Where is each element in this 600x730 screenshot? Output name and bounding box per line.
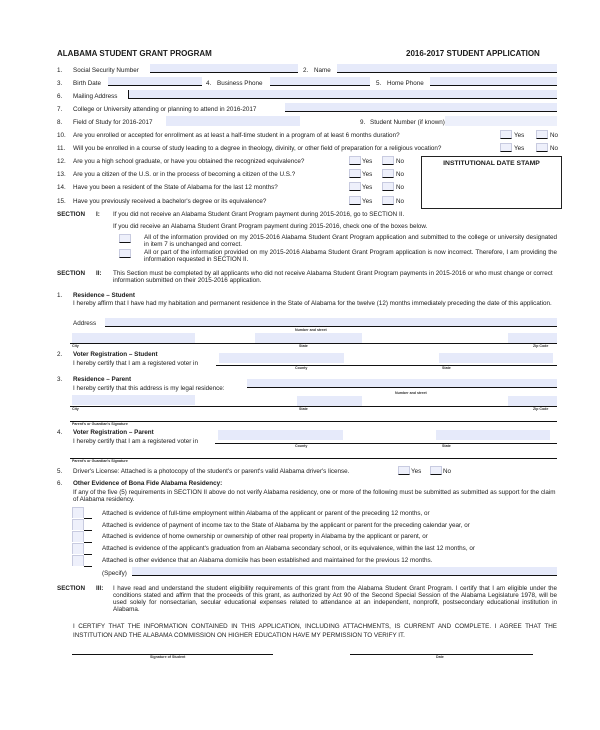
other-evidence-text: If any of the five (5) requirements in SECTION II above do not verify Alabama residency, one or more of the following must be submitted as submitted as support for the claim of Alabama residency.	[73, 489, 556, 503]
item-number: 3.	[57, 376, 63, 383]
item-number: 10.	[57, 132, 66, 139]
college-label: College or University attending or planning to attend in 2016-2017	[73, 106, 257, 113]
ssn-field[interactable]	[150, 64, 298, 73]
evidence-option: Attached is other evidence that an Alabama domicile has been established and maintained for the previous 12 months.	[102, 557, 433, 564]
yes-label: Yes	[362, 158, 373, 165]
question-12: Are you a high school graduate, or have you obtained the recognized equivalence?	[73, 158, 305, 165]
evidence-option: Attached is evidence of home ownership or ownership of other real property in Alabama by the applicant or parent, or	[102, 533, 428, 540]
student-number-field[interactable]	[445, 116, 557, 126]
field-of-study-field[interactable]	[166, 116, 300, 126]
evidence-checkbox[interactable]	[72, 519, 84, 530]
item-number: 7.	[57, 106, 63, 113]
section1-option2-text: All or part of the information provided on my 2015-2016 Alabama Student Grant Program application is now incorrect. Therefore, I am providing the information requested in SECTION II.	[144, 249, 557, 263]
yes-label: Yes	[362, 184, 373, 191]
date-caption: Date	[436, 655, 444, 659]
state-caption: State	[442, 444, 451, 448]
section-label: SECTION	[57, 585, 85, 592]
voter-parent-text: I hereby certify that I am a registered voter in	[73, 438, 198, 445]
evidence-option: Attached is evidence of the applicant's graduation from an Alabama secondary school, or its equivalence, within the last 12 months, or	[102, 545, 475, 552]
residence-parent-text: I hereby certify that this address is my legal residence:	[73, 385, 225, 392]
drivers-license-text: Driver's License: Attached is a photocopy of the student's or parent's valid Alabama driver's license.	[73, 468, 350, 475]
section1-text: If you did not receive an Alabama Student Grant Program payment during 2015-2016, go to SECTION II.	[113, 211, 405, 218]
stamp-title: INSTITUTIONAL DATE STAMP	[443, 160, 540, 167]
voter-parent-title: Voter Registration – Parent	[73, 429, 154, 436]
parent-signature-caption: Parent's or Guardian's Signature	[72, 422, 128, 426]
item-number: 15.	[57, 198, 66, 205]
item-number: 2.	[303, 67, 309, 74]
evidence-checkbox[interactable]	[72, 555, 84, 566]
item-number: 4.	[57, 429, 63, 436]
residence-student-title: Residence – Student	[73, 292, 135, 299]
section2-text: This Section must be completed by all applicants who did not receive Alabama Student Grant Program payments in 2015-2016 or who must change or correct information submitted on their 2015-2016 application.	[113, 270, 553, 284]
section3-text: I have read and understand the student eligibility requirements of this grant from the Alabama Student Grant Program. I certify that I am eligible under the conditions stated and affirm that the proceeds of this grant, as authorized by Act 90 of the Second Special Session of the Alabama Legislature 1978, will be used solely for nonsectarian, secular educational expenses related to attendance at an independent, nonprofit, postsecondary educational institution in Alabama.	[113, 585, 557, 613]
residence-parent-title: Residence – Parent	[73, 376, 132, 383]
drivers-license-no-checkbox[interactable]	[430, 466, 442, 475]
student-address-field[interactable]	[105, 318, 557, 327]
ssn-label: Social Security Number	[73, 67, 139, 74]
field-of-study-label: Field of Study for 2016-2017	[73, 119, 153, 126]
mailing-address-label: Mailing Address	[73, 93, 118, 100]
q11-no-checkbox[interactable]	[536, 143, 548, 152]
question-15: Have you previously received a bachelor's degree or its equivalence?	[73, 198, 267, 205]
student-city-field[interactable]	[72, 333, 195, 343]
divider	[70, 406, 557, 407]
item-number: 3.	[57, 80, 63, 87]
student-signature-caption: Signature of Student	[150, 655, 186, 659]
parent-signature-line[interactable]	[70, 421, 557, 422]
question-11: Will you be enrolled in a course of study leading to a degree in theology, divinity, or other field of preparation for a religious vocation?	[73, 145, 442, 152]
county-caption: County	[295, 366, 308, 370]
question-14: Have you been a resident of the State of Alabama for the last 12 months?	[73, 184, 278, 191]
q13-no-checkbox[interactable]	[382, 169, 394, 178]
q14-yes-checkbox[interactable]	[349, 182, 361, 191]
divider	[215, 443, 557, 444]
item-number: 2.	[57, 351, 63, 358]
residence-student-text: I hereby affirm that I have had my habitation and permanent residence in the State of Alabama for the twelve (12) months immediately preceding the date of this application.	[73, 300, 552, 307]
divider	[70, 343, 557, 344]
item-number: 1.	[57, 292, 63, 299]
home-phone-label: Home Phone	[387, 80, 424, 87]
parent-address-field[interactable]	[247, 379, 557, 388]
no-label: No	[550, 132, 559, 139]
parent-city-field[interactable]	[72, 395, 195, 405]
name-label: Name	[314, 67, 331, 74]
parent-county-field[interactable]	[218, 430, 343, 440]
state-caption: State	[442, 366, 451, 370]
evidence-option: Attached is evidence of payment of income tax to the State of Alabama by the applicant or parent for the preceding calendar year, or	[102, 522, 470, 529]
zip-caption: Zip Code	[533, 344, 549, 348]
business-phone-label: Business Phone	[217, 80, 263, 87]
yes-label: Yes	[514, 145, 525, 152]
address-label: Address	[73, 320, 97, 327]
no-label: No	[396, 158, 405, 165]
parent-voter-state-field[interactable]	[436, 430, 550, 440]
question-13: Are you a citizen of the U.S. or in the process of becoming a citizen of the U.S.?	[73, 171, 296, 178]
section1-option1-text: All of the information provided on my 2015-2016 Alabama Student Grant Program application and submitted to the college or university designated in item 7 is unchanged and correct.	[144, 234, 557, 248]
section1-text: If you did receive an Alabama Student Grant Program payment during 2015-2016, check one of the boxes below.	[113, 223, 428, 230]
section-label: SECTION	[57, 270, 85, 277]
no-label: No	[396, 198, 405, 205]
number-street-caption: Number and street	[395, 391, 427, 395]
question-10: Are you enrolled or accepted for enrollment as at least a half-time student in a program of at least 6 months duration?	[73, 132, 400, 139]
no-label: No	[396, 171, 405, 178]
section-number: III:	[96, 585, 104, 592]
divider	[216, 365, 557, 366]
birth-date-field[interactable]	[108, 77, 202, 86]
section-number: II:	[96, 270, 102, 277]
evidence-option: Attached is evidence of full-time employment within Alabama of the applicant or parent of the preceding 12 months, or	[102, 510, 430, 517]
birth-date-label: Birth Date	[73, 80, 101, 87]
application-title: 2016-2017 STUDENT APPLICATION	[406, 49, 540, 58]
yes-label: Yes	[514, 132, 525, 139]
item-number: 12.	[57, 158, 66, 165]
drivers-license-yes-checkbox[interactable]	[398, 466, 410, 475]
zip-caption: Zip Code	[533, 407, 549, 411]
item-number: 11.	[57, 145, 66, 152]
evidence-checkbox[interactable]	[72, 507, 84, 518]
section-label: SECTION	[57, 211, 85, 218]
yes-label: Yes	[362, 171, 373, 178]
no-label: No	[550, 145, 559, 152]
student-county-field[interactable]	[219, 353, 344, 363]
student-state-field[interactable]	[255, 333, 362, 343]
q12-yes-checkbox[interactable]	[349, 156, 361, 165]
evidence-checkbox[interactable]	[72, 531, 84, 542]
q13-yes-checkbox[interactable]	[349, 169, 361, 178]
college-field[interactable]	[285, 103, 557, 112]
certification-text: I CERTIFY THAT THE INFORMATION CONTAINED IN THIS APPLICATION, INCLUDING ATTACHMENTS, IS CURRENT AND COMPLETE. I AGREE THAT THE INSTITUTION AND THE ALABAMA COMMISSION ON HIGHER EDUCATION HAVE MY PERMISSION TO VERIFY IT.	[73, 623, 557, 639]
student-zip-field[interactable]	[508, 333, 557, 343]
name-field[interactable]	[337, 64, 557, 73]
q11-yes-checkbox[interactable]	[500, 143, 512, 152]
q15-yes-checkbox[interactable]	[349, 196, 361, 205]
state-caption: State	[299, 344, 308, 348]
business-phone-field[interactable]	[270, 77, 370, 86]
program-title: ALABAMA STUDENT GRANT PROGRAM	[57, 49, 212, 58]
item-number: 1.	[57, 67, 63, 74]
q10-yes-checkbox[interactable]	[500, 130, 512, 139]
student-voter-state-field[interactable]	[439, 353, 553, 363]
parent-signature-caption: Parent's or Guardian's Signature	[72, 459, 128, 463]
item-number: 4.	[206, 80, 212, 87]
parent-signature-line[interactable]	[70, 458, 557, 459]
q10-no-checkbox[interactable]	[536, 130, 548, 139]
section-number: I:	[96, 211, 100, 218]
q12-no-checkbox[interactable]	[382, 156, 394, 165]
section1-option2-checkbox[interactable]	[119, 249, 131, 258]
home-phone-field[interactable]	[430, 77, 557, 86]
no-label: No	[443, 468, 452, 475]
item-number: 8.	[57, 119, 63, 126]
item-number: 5.	[57, 468, 63, 475]
specify-label: (Specify)	[102, 570, 127, 577]
voter-student-title: Voter Registration – Student	[73, 351, 158, 358]
item-number: 14.	[57, 184, 66, 191]
evidence-checkbox[interactable]	[72, 543, 84, 554]
parent-state-field[interactable]	[297, 396, 362, 406]
other-evidence-title: Other Evidence of Bona Fide Alabama Residency:	[73, 480, 223, 487]
no-label: No	[396, 184, 405, 191]
institutional-date-stamp-box	[421, 156, 562, 209]
item-number: 6.	[57, 93, 63, 100]
mailing-address-field[interactable]	[128, 90, 557, 99]
specify-field[interactable]	[132, 567, 557, 576]
item-number: 9.	[360, 119, 366, 126]
item-number: 13.	[57, 171, 66, 178]
item-number: 5.	[376, 80, 382, 87]
voter-student-text: I hereby certify that I am a registered voter in	[73, 360, 198, 367]
student-number-label: Student Number (if known)	[370, 119, 445, 126]
item-number: 6.	[57, 480, 63, 487]
parent-zip-field[interactable]	[508, 396, 557, 406]
city-caption: City	[72, 344, 79, 348]
city-caption: City	[72, 407, 79, 411]
state-caption: State	[299, 407, 308, 411]
q14-no-checkbox[interactable]	[382, 182, 394, 191]
yes-label: Yes	[411, 468, 422, 475]
section1-option1-checkbox[interactable]	[119, 234, 131, 243]
number-street-caption: Number and street	[295, 328, 327, 332]
q15-no-checkbox[interactable]	[382, 196, 394, 205]
county-caption: County	[295, 444, 308, 448]
yes-label: Yes	[362, 198, 373, 205]
